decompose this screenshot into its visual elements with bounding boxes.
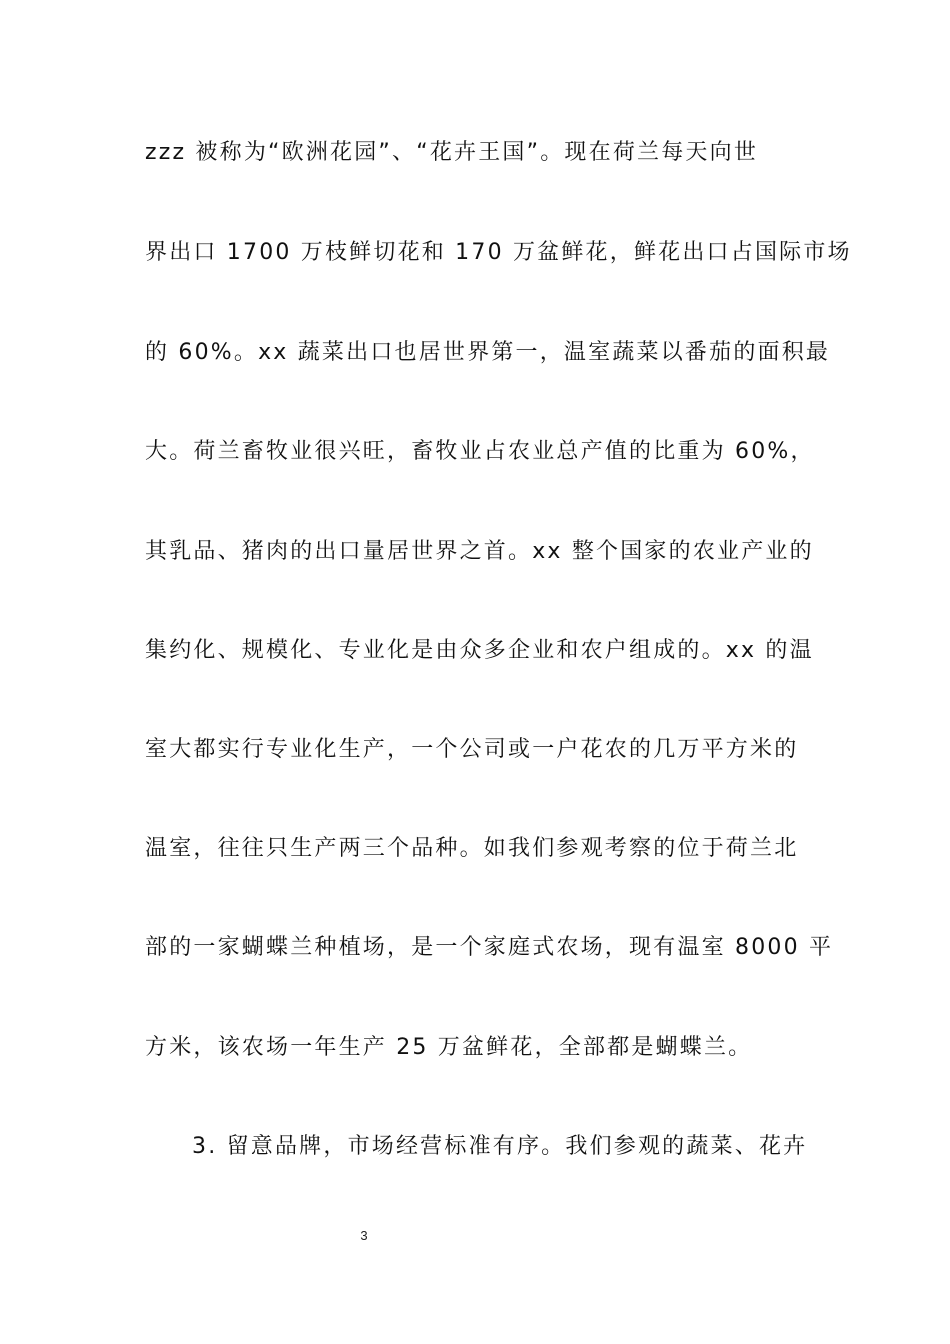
paragraph-line-3: 的 60%。xx 蔬菜出口也居世界第一，温室蔬菜以番茄的面积最 bbox=[145, 340, 831, 365]
paragraph-line-7: 室大都实行专业化生产，一个公司或一户花农的几万平方米的 bbox=[145, 737, 799, 762]
paragraph-line-6: 集约化、规模化、专业化是由众多企业和农户组成的。xx 的温 bbox=[145, 638, 814, 663]
paragraph-line-4: 大。荷兰畜牧业很兴旺，畜牧业占农业总产值的比重为 60%， bbox=[145, 439, 815, 464]
paragraph-line-8: 温室，往往只生产两三个品种。如我们参观考察的位于荷兰北 bbox=[145, 836, 799, 861]
paragraph-line-9: 部的一家蝴蝶兰种植场，是一个家庭式农场，现有温室 8000 平 bbox=[145, 935, 834, 960]
page-number: 3 bbox=[360, 1228, 368, 1243]
paragraph-line-1: zzz 被称为“欧洲花园”、“花卉王国”。现在荷兰每天向世 bbox=[145, 140, 759, 165]
paragraph-line-2: 界出口 1700 万枝鲜切花和 170 万盆鲜花，鲜花出口占国际市场 bbox=[145, 240, 852, 265]
paragraph-line-10: 方米，该农场一年生产 25 万盆鲜花，全部都是蝴蝶兰。 bbox=[145, 1035, 753, 1060]
section-heading-line: 3. 留意品牌，市场经营标准有序。我们参观的蔬菜、花卉 bbox=[192, 1134, 808, 1159]
paragraph-line-5: 其乳品、猪肉的出口量居世界之首。xx 整个国家的农业产业的 bbox=[145, 539, 814, 564]
